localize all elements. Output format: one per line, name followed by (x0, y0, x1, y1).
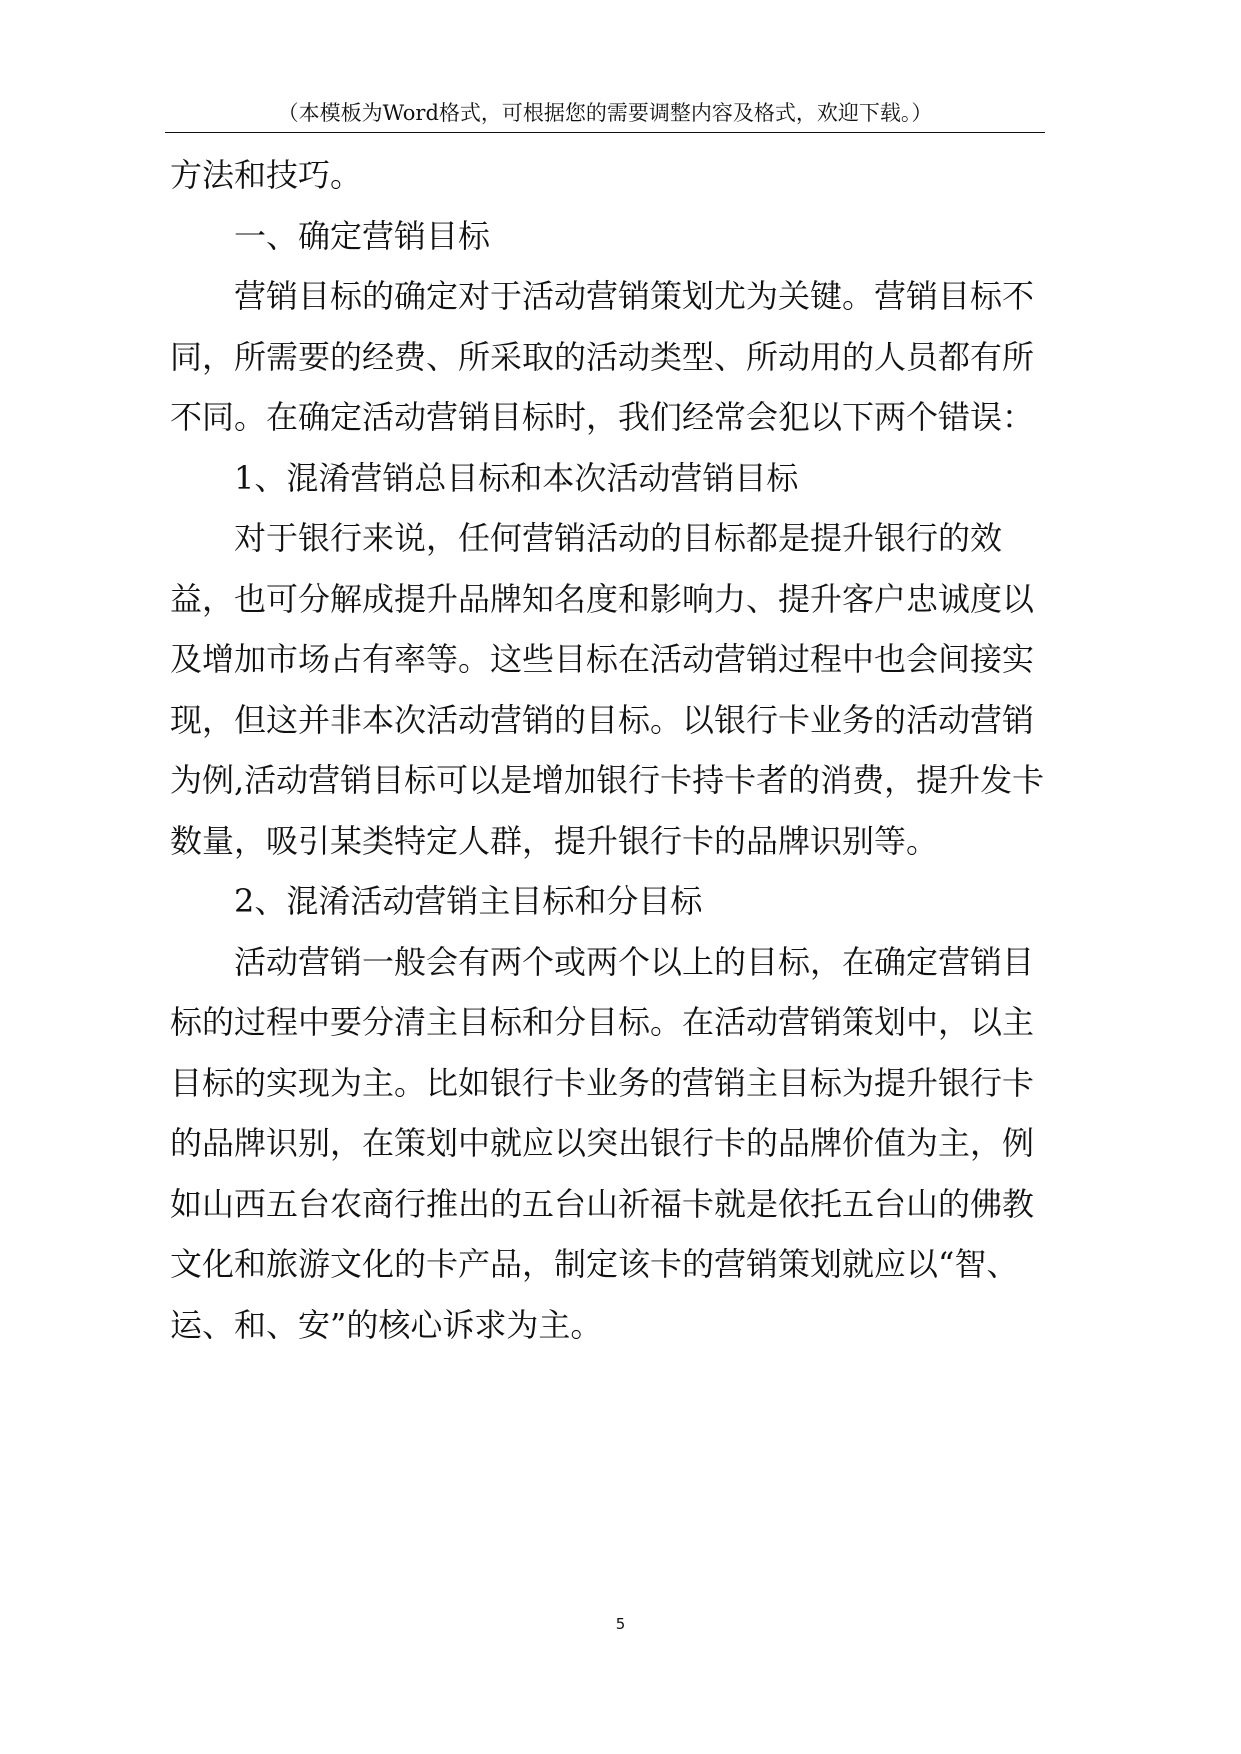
subheading-1: 1、混淆营销总目标和本次活动营销目标 (234, 458, 799, 497)
paragraph: 活动营销一般会有两个或两个以上的目标，在确定营销目标的过程中要分清主目标和分目标。在活动营销策划中，以主目标的实现为主。比如银行卡业务的营销主目标为提升银行卡的品牌识别，在策划中就应以突出银行卡的品牌价值为主，例如山西五台农商行推出的五台山祈福卡就是依托五台山的佛教文化和旅游文化的卡产品，制定该卡的营销策划就应以“智、运、和、安”的核心诉求为主。 (170, 942, 1035, 1344)
paragraph-continuation: 方法和技巧。 (170, 156, 363, 194)
subheading-2: 2、混淆活动营销主目标和分目标 (234, 882, 703, 920)
paragraph: 对于银行来说，任何营销活动的目标都是提升银行的效益，也可分解成提升品牌知名度和影响力、提升客户忠诚度以及增加市场占有率等。这些目标在活动营销过程中也会间接实现，但这并非本次活动营销的目标。以银行卡业务的活动营销为例,活动营销目标可以是增加银行卡持卡者的消费，提升发卡数量，吸引某类特定人群，提升银行卡的品牌识别等。 (170, 519, 1045, 860)
document-body (170, 145, 1060, 1355)
section-heading-1: 一、确定营销目标 (234, 216, 491, 255)
paragraph: 营销目标的确定对于活动营销策划尤为关键。营销目标不同，所需要的经费、所采取的活动类型、所动用的人员都有所不同。在确定活动营销目标时，我们经常会犯以下两个错误： (170, 277, 1035, 436)
page-number: 5 (615, 1615, 626, 1633)
page-header: （本模板为Word格式，可根据您的需要调整内容及格式，欢迎下载。） (165, 98, 1045, 133)
